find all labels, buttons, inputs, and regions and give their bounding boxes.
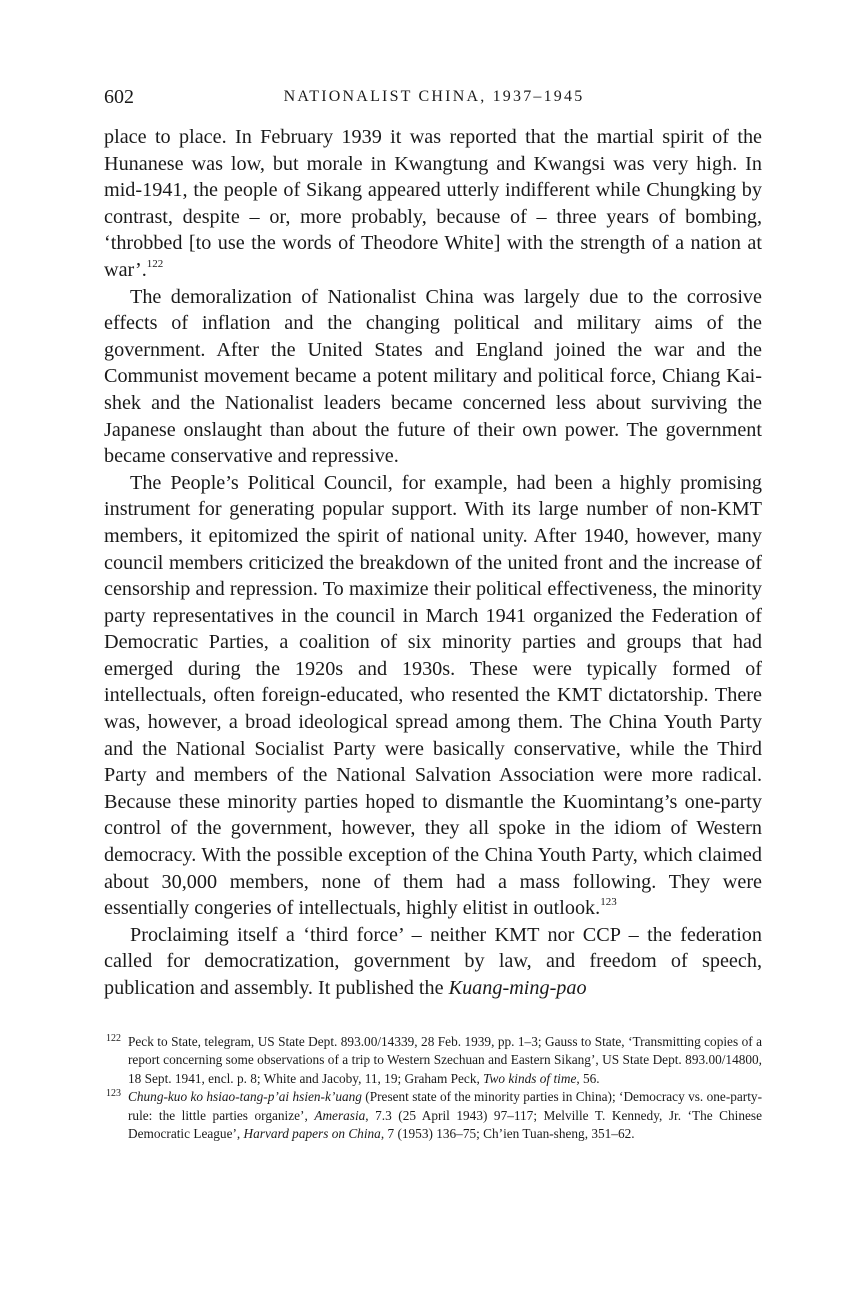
footnote-ref: 123 — [600, 896, 617, 909]
footnote-text: (Present state of the minority parties in China); ‘Democracy vs. one-party-rule: the little parties organize’, — [128, 1089, 762, 1123]
footnote-text: Peck to State, telegram, US State Dept. 893.00/14339, 28 Feb. 1939, pp. 1–3; Gauss to State, ‘Transmitting copies of a report concerning some observations of a trip to Western Szechuan and Eastern Sikang’, US State Dept. 893.00/14800, 18 Sept. 1941, encl. p. 8; White and Jacoby, 11, 19; Graham Peck, — [128, 1034, 762, 1086]
paragraph — [104, 470, 762, 922]
paragraph-text: place to place. In February 1939 it was reported that the martial spirit of the Hunanese was low, but morale in Kwangtung and Kwangsi was very high. In mid-1941, the people of Sikang appeared utterly indifferent while Chungking by contrast, despite – or, more probably, because of – three years of bombing, ‘throbbed [to use the words of Theodore White] with the strength of a nation at war’. — [104, 126, 762, 281]
footnotes — [104, 1033, 762, 1143]
footnote-text: , 7 (1953) 136–75; Ch’ien Tuan-sheng, 351–62. — [380, 1126, 635, 1142]
paragraph — [104, 124, 762, 284]
footnote-text: , 7.3 (25 April 1943) 97–117; Melville T. Kennedy, Jr. ‘The Chinese Democratic League’, — [128, 1107, 762, 1142]
body-text — [104, 124, 762, 1002]
footnote-ref: 122 — [146, 257, 164, 270]
footnote — [104, 1088, 762, 1143]
paragraph — [104, 922, 762, 1002]
footnote-number: 122 — [106, 1033, 121, 1044]
italic-title: Two kinds of time — [483, 1070, 577, 1086]
running-head — [104, 86, 764, 114]
italic-title: Amerasia — [314, 1107, 366, 1123]
footnote-number: 123 — [106, 1088, 121, 1100]
running-title: NATIONALIST CHINA, 1937–1945 — [283, 88, 585, 105]
footnote — [104, 1033, 762, 1088]
paragraph — [104, 284, 762, 470]
paragraph-text: The demoralization of Nationalist China was largely due to the corrosive effects of inflation and the changing political and military aims of the government. After the United States and England joined the war and the Communist movement became a potent military and political force, Chiang Kai-shek and the Nationalist leaders became concerned less about surviving the Japanese onslaught than about the future of their own power. The government became conservative and repressive. — [104, 285, 762, 468]
italic-title: Chung-kuo ko hsiao-tang-p’ai hsien-k’uang — [128, 1089, 362, 1105]
italic-title: Kuang-ming-pao — [448, 977, 587, 999]
page-number: 602 — [104, 86, 134, 108]
footnote-text: , 56. — [576, 1070, 600, 1086]
paragraph-text: Proclaiming itself a ‘third force’ – neither KMT nor CCP – the federation called for democratization, government by law, and freedom of speech, publication and assembly. It published the — [104, 923, 762, 999]
paragraph-text: The People’s Political Council, for example, had been a highly promising instrument for generating popular support. With its large number of non-KMT members, it epitomized the spirit of national unity. After 1940, however, many council members criticized the breakdown of the united front and the increase of censorship and repression. To maximize their political effectiveness, the minority party representatives in the council in March 1941 organized the Federation of Democratic Parties, a coalition of six minority parties and groups that had emerged during the 1920s and 1930s. These were typically formed of intellectuals, often foreign-educated, who resented the KMT dictatorship. There was, however, a broad ideological spread among them. The China Youth Party and the National Socialist Party were basically conservative, while the Third Party and members of the National Salvation Association were more radical. Because these minority parties hoped to dismantle the Kuomintang’s one-party control of the government, however, they all spoke in the idiom of Western democracy. With the possible exception of the China Youth Party, which claimed about 30,000 members, none of them had a mass following. They were essentially congeries of intellectuals, highly elitist in outlook. — [104, 471, 762, 920]
italic-title: Harvard papers on China — [243, 1126, 381, 1142]
